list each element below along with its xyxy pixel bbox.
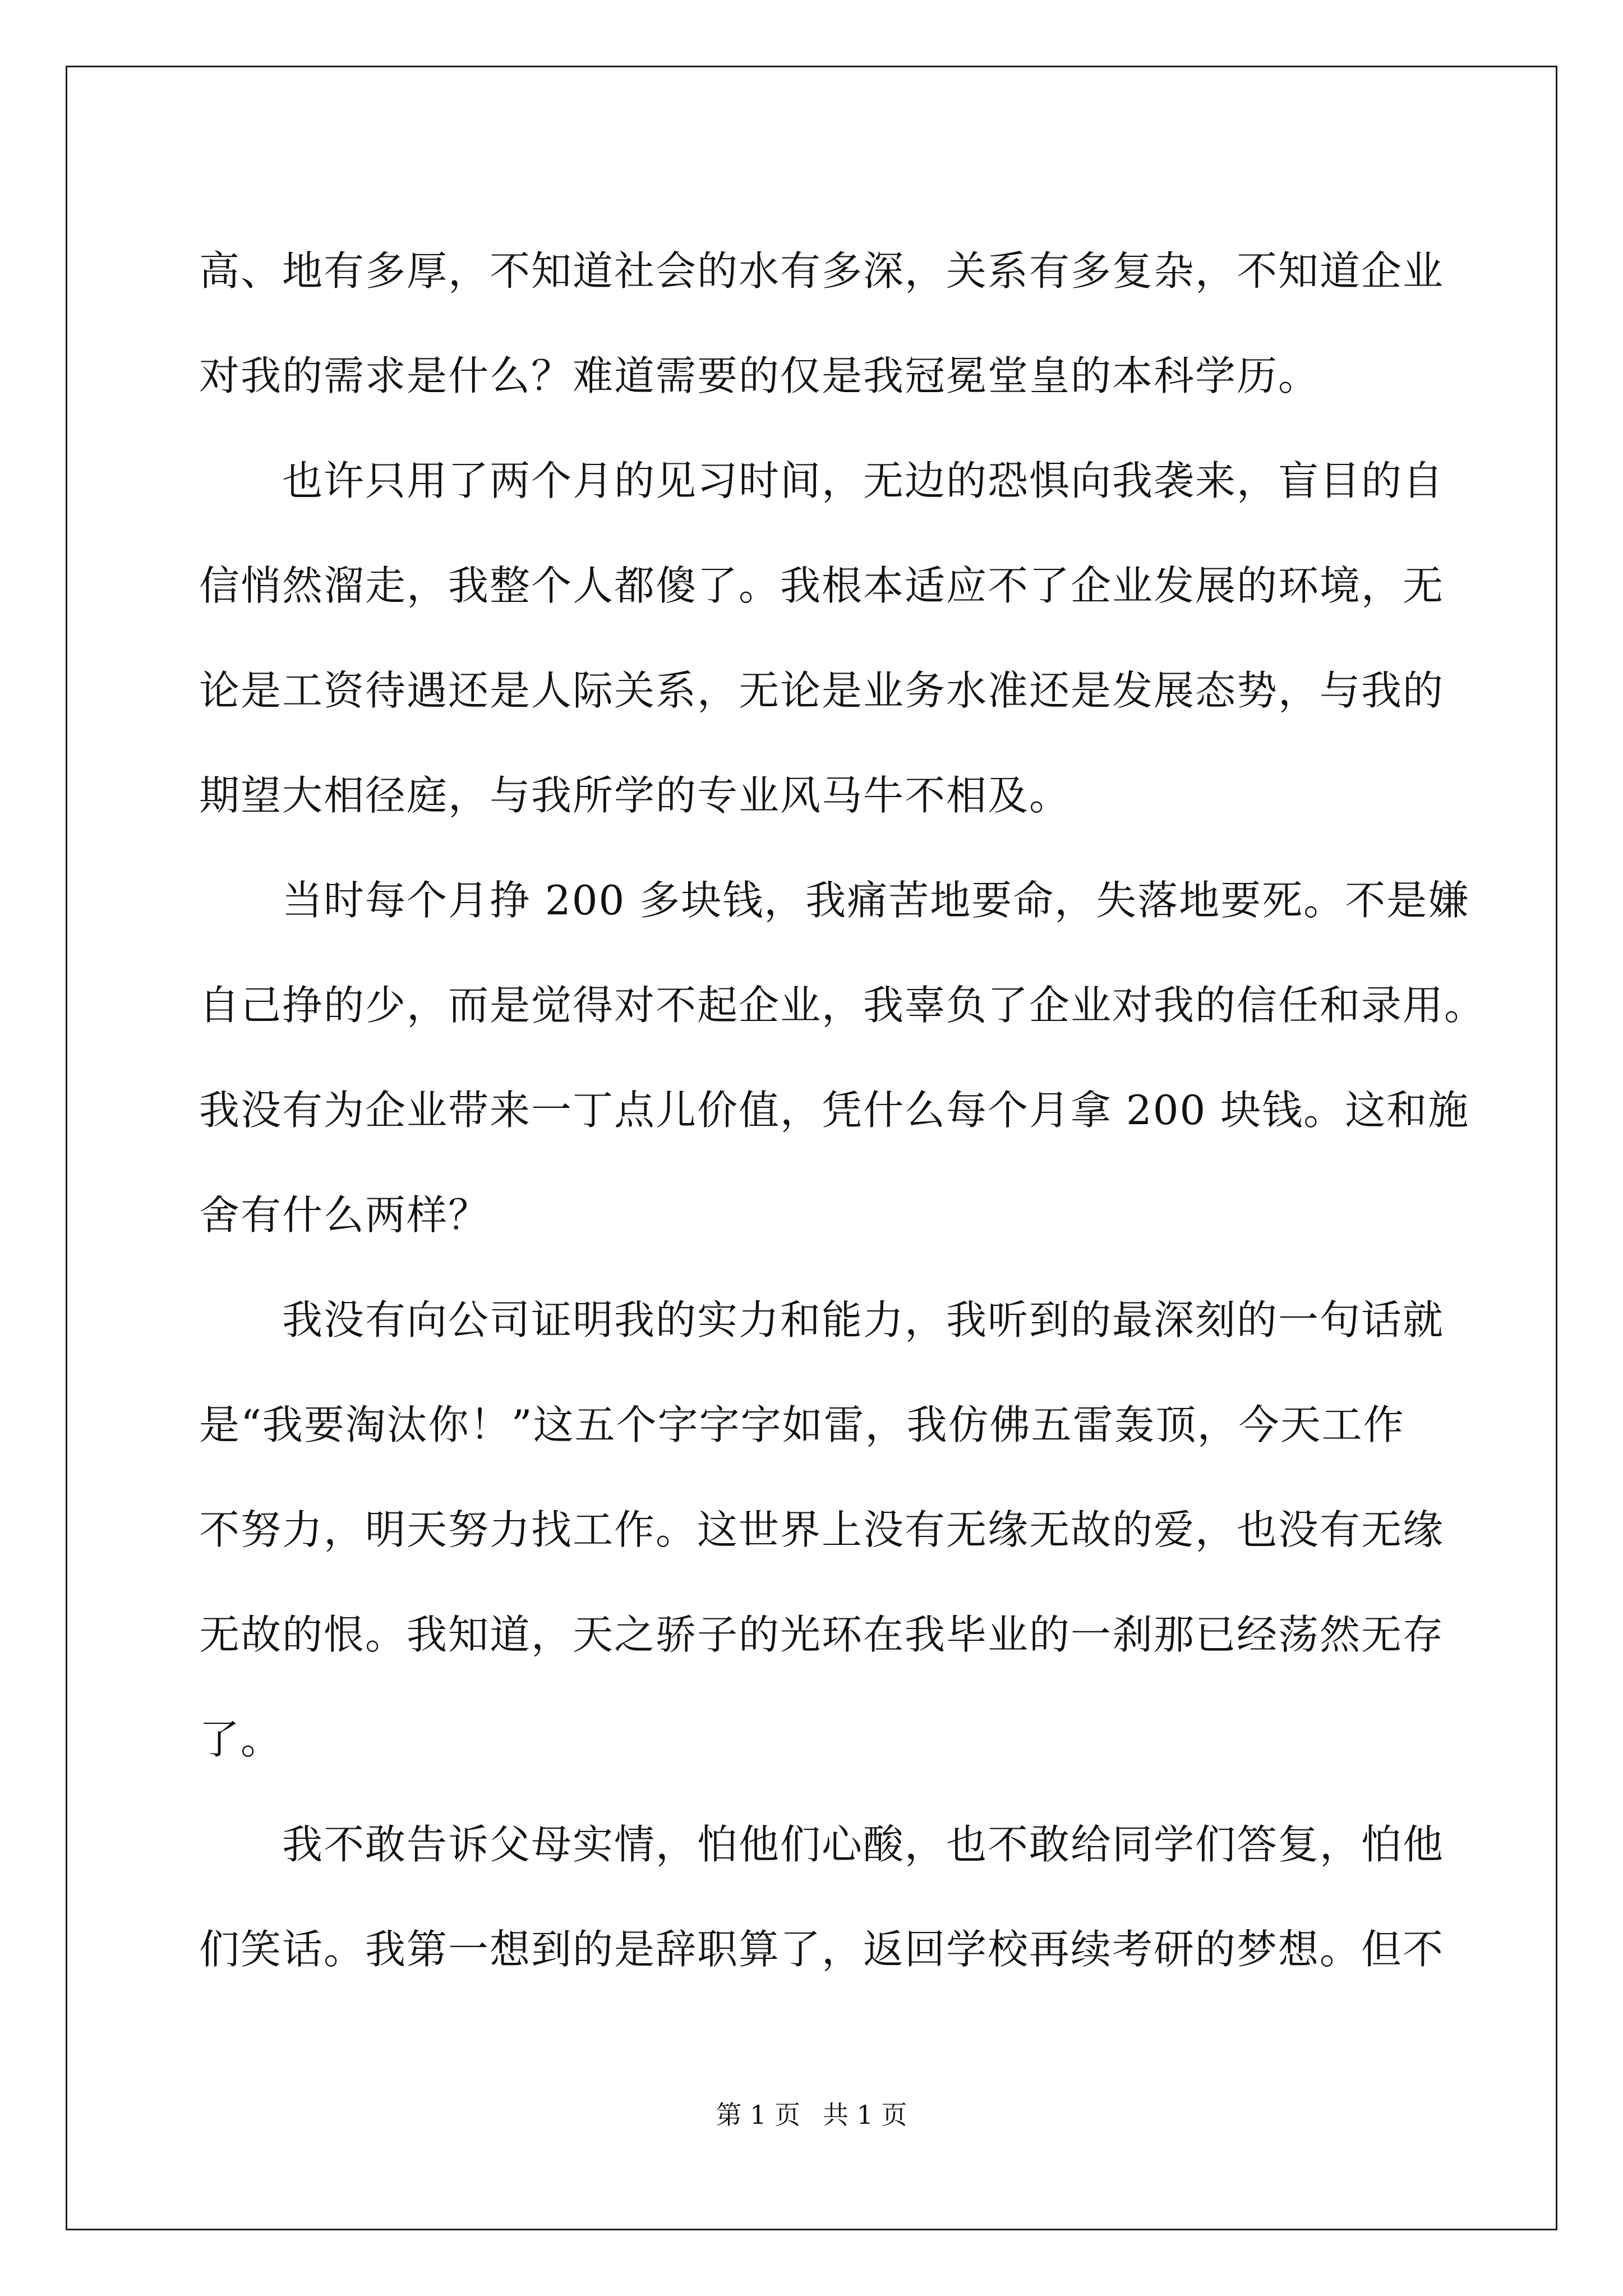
text-line: 我不敢告诉父母实情，怕他们心酸，也不敢给同学们答复，怕他 (282, 1821, 1445, 1868)
document-body (199, 219, 1486, 2002)
text-line: 舍有什么两样？ (199, 1191, 490, 1239)
page-footer (0, 2098, 1623, 2132)
text-line: 不努力，明天努力找工作。这世界上没有无缘无故的爱，也没有无缘 (199, 1506, 1445, 1553)
text-line: 我没有为企业带来一丁点儿价值，凭什么每个月拿 200 块钱。这和施 (199, 1087, 1470, 1134)
text-line: 无故的恨。我知道，天之骄子的光环在我毕业的一刹那已经荡然无存 (199, 1611, 1445, 1658)
text-line: 信悄然溜走，我整个人都傻了。我根本适应不了企业发展的环境，无 (199, 562, 1445, 609)
text-line: 是“我要淘汰你！”这五个字字字如雷，我仿佛五雷轰顶，今天工作 (199, 1401, 1405, 1448)
text-line: 我没有向公司证明我的实力和能力，我听到的最深刻的一句话就 (282, 1296, 1445, 1343)
text-line: 了。 (199, 1716, 283, 1763)
text-line: 高、地有多厚，不知道社会的水有多深，关系有多复杂，不知道企业 (199, 247, 1445, 295)
text-line: 论是工资待遇还是人际关系，无论是业务水准还是发展态势，与我的 (199, 667, 1445, 714)
page-number-total: 共 1 页 (823, 2100, 907, 2130)
text-line: 们笑话。我第一想到的是辞职算了，返回学校再续考研的梦想。但不 (199, 1926, 1445, 1973)
text-line: 也许只用了两个月的见习时间，无边的恐惧向我袭来，盲目的自 (282, 457, 1445, 504)
text-line: 期望大相径庭，与我所学的专业风马牛不相及。 (199, 772, 1071, 819)
text-line: 自己挣的少，而是觉得对不起企业，我辜负了企业对我的信任和录用。 (199, 982, 1486, 1029)
text-line: 当时每个月挣 200 多块钱，我痛苦地要命，失落地要死。不是嫌 (282, 877, 1470, 924)
text-line: 对我的需求是什么？难道需要的仅是我冠冕堂皇的本科学历。 (199, 352, 1320, 399)
page-number-current: 第 1 页 (716, 2100, 800, 2130)
